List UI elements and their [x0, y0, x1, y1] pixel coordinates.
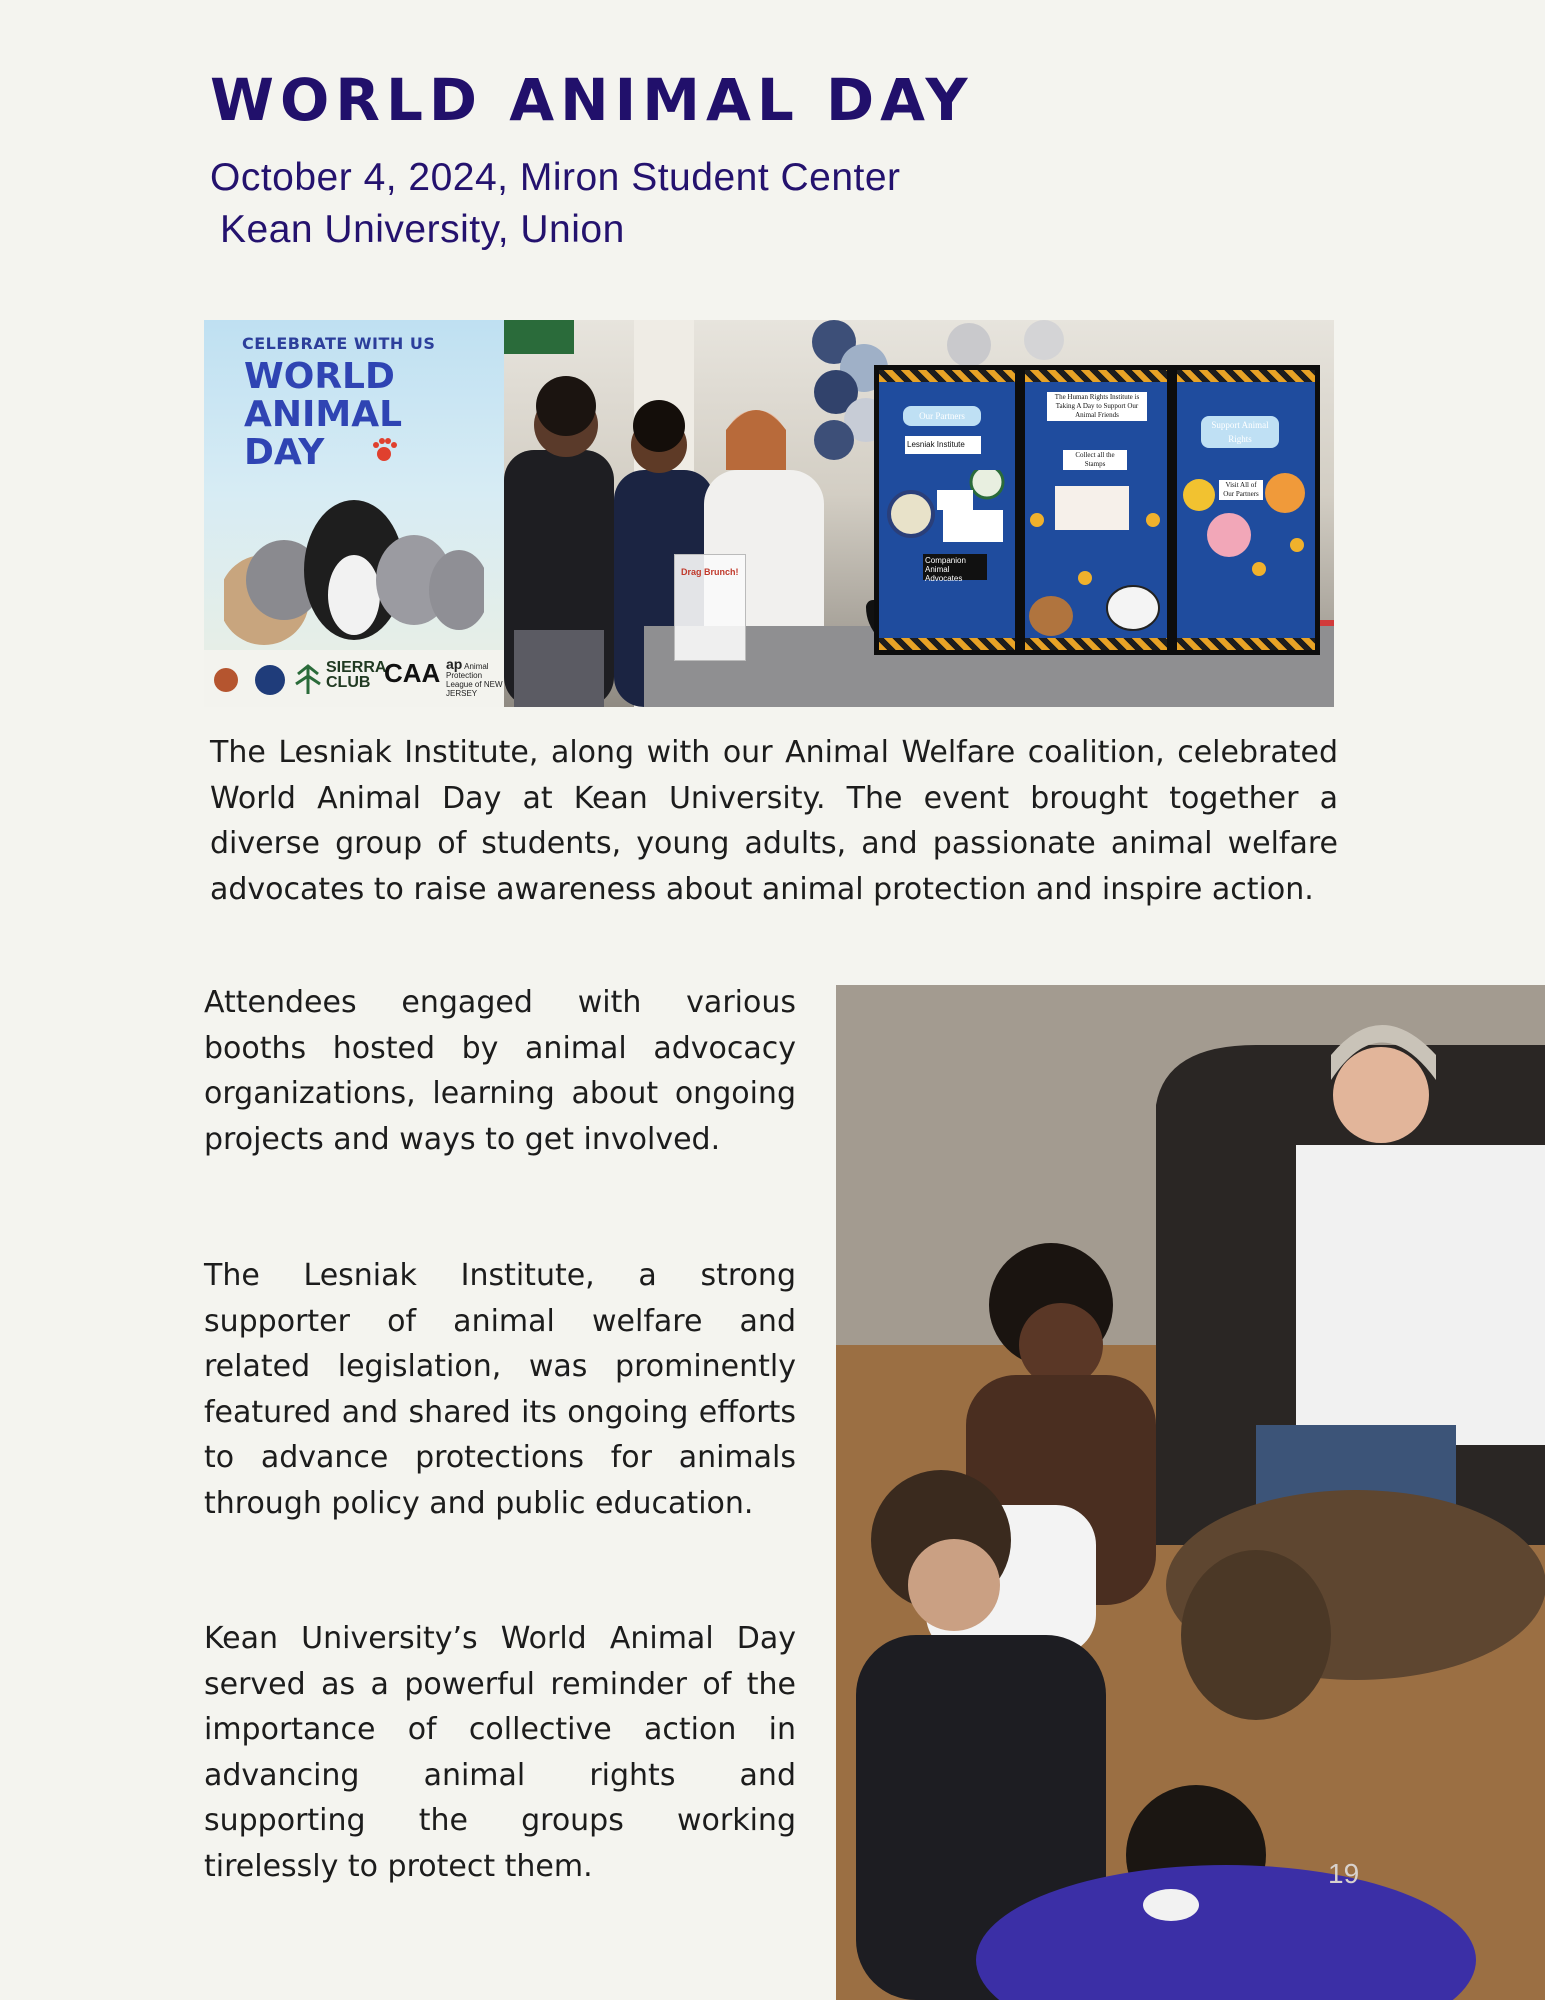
- page-number: 19: [1328, 1858, 1360, 1889]
- animal-face-icons: [1177, 465, 1315, 595]
- collect-stamps-note: Collect all the Stamps: [1063, 450, 1127, 470]
- human-rights-note: The Human Rights Institute is Taking A Day to Support Our Animal Friends: [1047, 392, 1147, 421]
- event-poster: [204, 320, 504, 707]
- poster-headline: WORLD ANIMAL DAY: [244, 356, 403, 473]
- board-panel-right: [1172, 365, 1320, 655]
- visit-partners-note: Visit All of Our Partners: [1219, 480, 1263, 500]
- pets-illustration: [224, 480, 484, 645]
- stamp-card-and-animal-icons: [1025, 480, 1167, 640]
- board-panel-middle: [1020, 365, 1172, 655]
- tv-screen: [494, 320, 574, 354]
- booths-paragraph: Attendees engaged with various booths hosted by animal advocacy organizations, learning about ongoing projects and ways to get involved.: [204, 985, 796, 1157]
- event-date-venue: October 4, 2024, Miron Student Center: [210, 156, 901, 199]
- intro-paragraph: The Lesniak Institute, along with our Animal Welfare coalition, celebrated World Animal Day at Kean University. The event brought together a diverse group of students, young adults, and passionate animal welfare advocates to raise awareness about animal protection and inspire action.: [210, 735, 1338, 907]
- board-panel-left: [874, 365, 1020, 655]
- dog-petting-photo: [836, 985, 1545, 2000]
- companion-animal-card: Companion Animal Advocates: [923, 554, 987, 580]
- poster-tagline: CELEBRATE WITH US: [242, 334, 436, 353]
- page-title: WORLD ANIMAL DAY: [210, 66, 974, 134]
- dog-petting-scene: [836, 985, 1545, 2000]
- partner-badge-icons: [208, 654, 328, 704]
- caa-logo: CAA: [384, 658, 441, 688]
- sponsor-logos: [204, 650, 504, 707]
- lesniak-paragraph: The Lesniak Institute, a strong supporter of animal welfare and related legislation, was prominently featured and shared its ongoing efforts to advance protections for animals through policy and public education.: [204, 1258, 796, 1521]
- support-rights-tag: Support Animal Rights: [1201, 416, 1279, 448]
- drag-brunch-flyer: Drag Brunch!: [674, 554, 746, 661]
- event-location: Kean University, Union: [220, 208, 625, 251]
- our-partners-tag: Our Partners: [903, 406, 981, 426]
- trifold-board: [874, 365, 1320, 655]
- lesniak-card: Lesniak Institute: [905, 436, 981, 454]
- balloon: [1024, 320, 1064, 360]
- closing-paragraph: Kean University’s World Animal Day served as a powerful reminder of the importance of collective action in advancing animal rights and supporting the groups working tirelessly to protect them.: [204, 1621, 796, 1884]
- booth-photo: [204, 320, 1334, 707]
- paw-icon: [369, 435, 399, 465]
- ap-league-logo: ap Animal Protection League of NEW JERSEY: [446, 656, 503, 698]
- balloon: [947, 323, 991, 367]
- sierra-club-logo: SIERRA CLUB: [326, 659, 387, 691]
